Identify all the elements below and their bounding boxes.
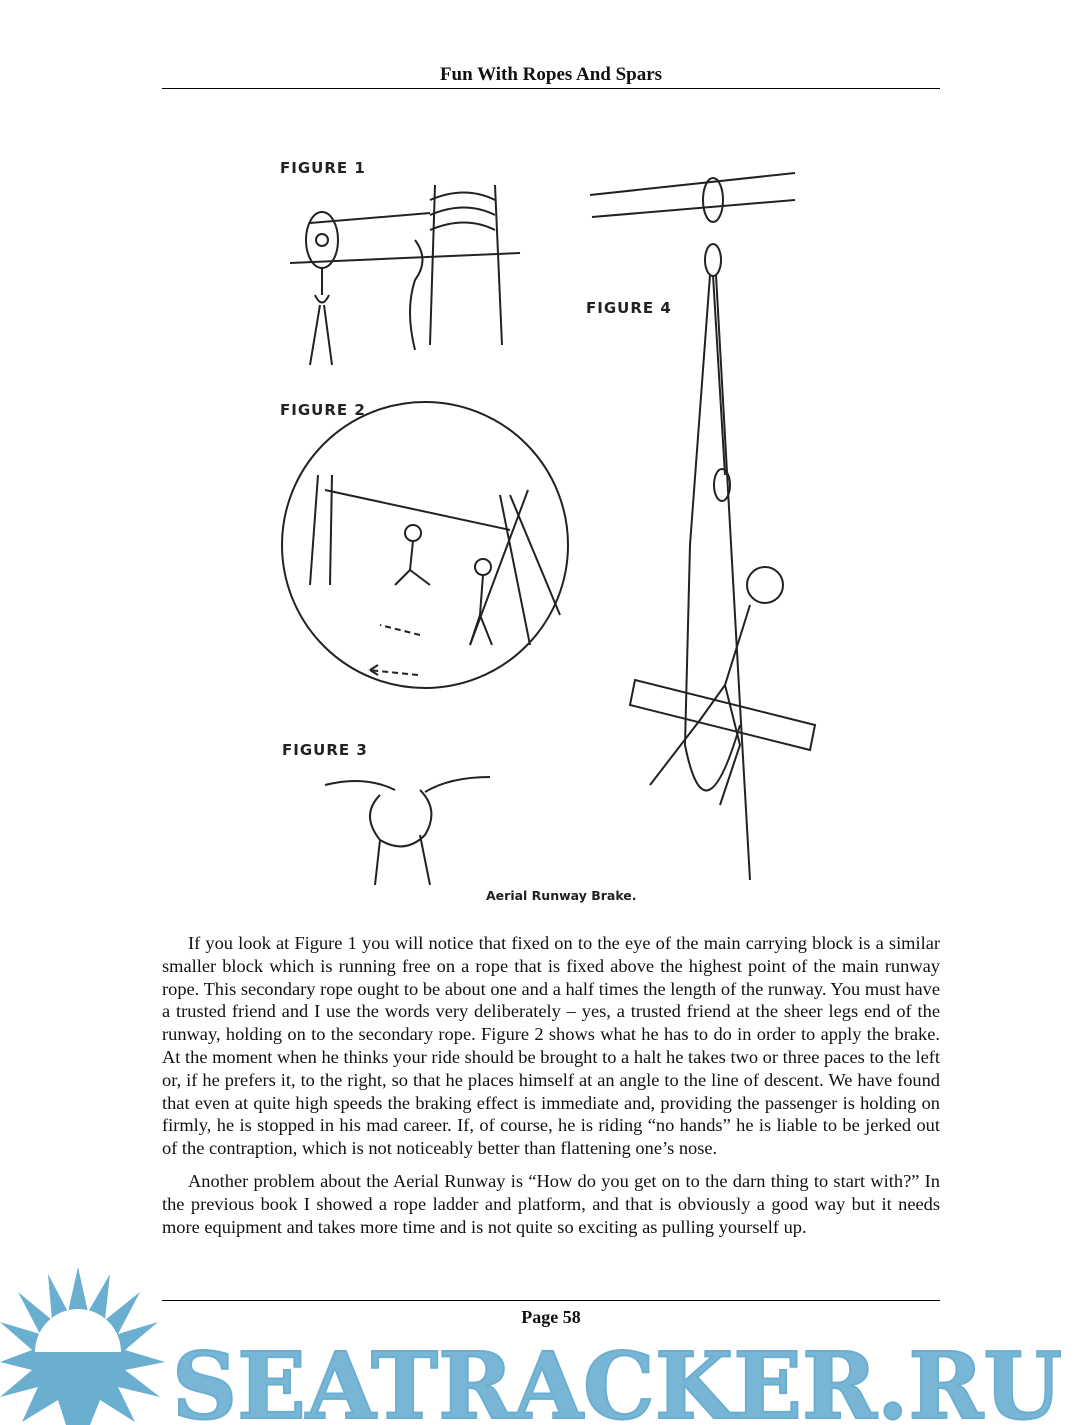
watermark-logo: [0, 1262, 1080, 1425]
paragraph: If you look at Figure 1 you will notice that fixed on to the eye of the main carrying block is a similar smaller block which is running free on a rope that is fixed above the highest point of the main runway rope. This secondary rope ought to be about one and a half times the length of the runway. You must have a trusted friend and I use the words very deliberately – yes, a trusted friend at the sheer legs end of the runway, holding on to the secondary rope. Figure 2 shows what he has to do in order to apply the brake. At the moment when he thinks your ride should be brought to a halt he takes two or three paces to the left or, if he prefers it, to the right, so that he places himself at an angle to the line of descent. We have found that even at quite high speeds the braking effect is immediate and, providing the passenger is holding on firmly, he is stopped in his mad career. If, of course, he is riding “no hands” he is liable to be jerked out of the contraption, which is not noticeably better than flattening one’s nose.: [162, 933, 940, 1159]
footer-rule: [162, 1300, 940, 1301]
page-number: Page 58: [521, 1307, 581, 1327]
figure-1-label: FIGURE 1: [280, 159, 366, 177]
body-text: [162, 932, 940, 1248]
header-rule: [162, 88, 940, 89]
rope-illustration: [270, 145, 840, 915]
figure-3-label: FIGURE 3: [282, 741, 368, 759]
figure-caption: Aerial Runway Brake.: [486, 888, 637, 903]
figure-3-drawing: [325, 777, 490, 885]
figure-2-label: FIGURE 2: [280, 401, 366, 419]
figure-2-drawing: [282, 402, 568, 688]
figure-4-label: FIGURE 4: [586, 299, 672, 317]
paragraph: Another problem about the Aerial Runway is “How do you get on to the darn thing to start with?” In the previous book I showed a rope ladder and platform, and that is obviously a good way but it needs more equipment and takes more time and is not quite so exciting as pulling yourself up.: [162, 1170, 940, 1237]
watermark-text: SEATRACKER.RU: [172, 1332, 1062, 1425]
illustration: [270, 145, 840, 915]
running-header: Fun With Ropes And Spars: [439, 64, 663, 85]
sun-icon: [0, 1267, 165, 1425]
figure-1-drawing: [290, 185, 520, 365]
figure-4-drawing: [590, 173, 815, 880]
